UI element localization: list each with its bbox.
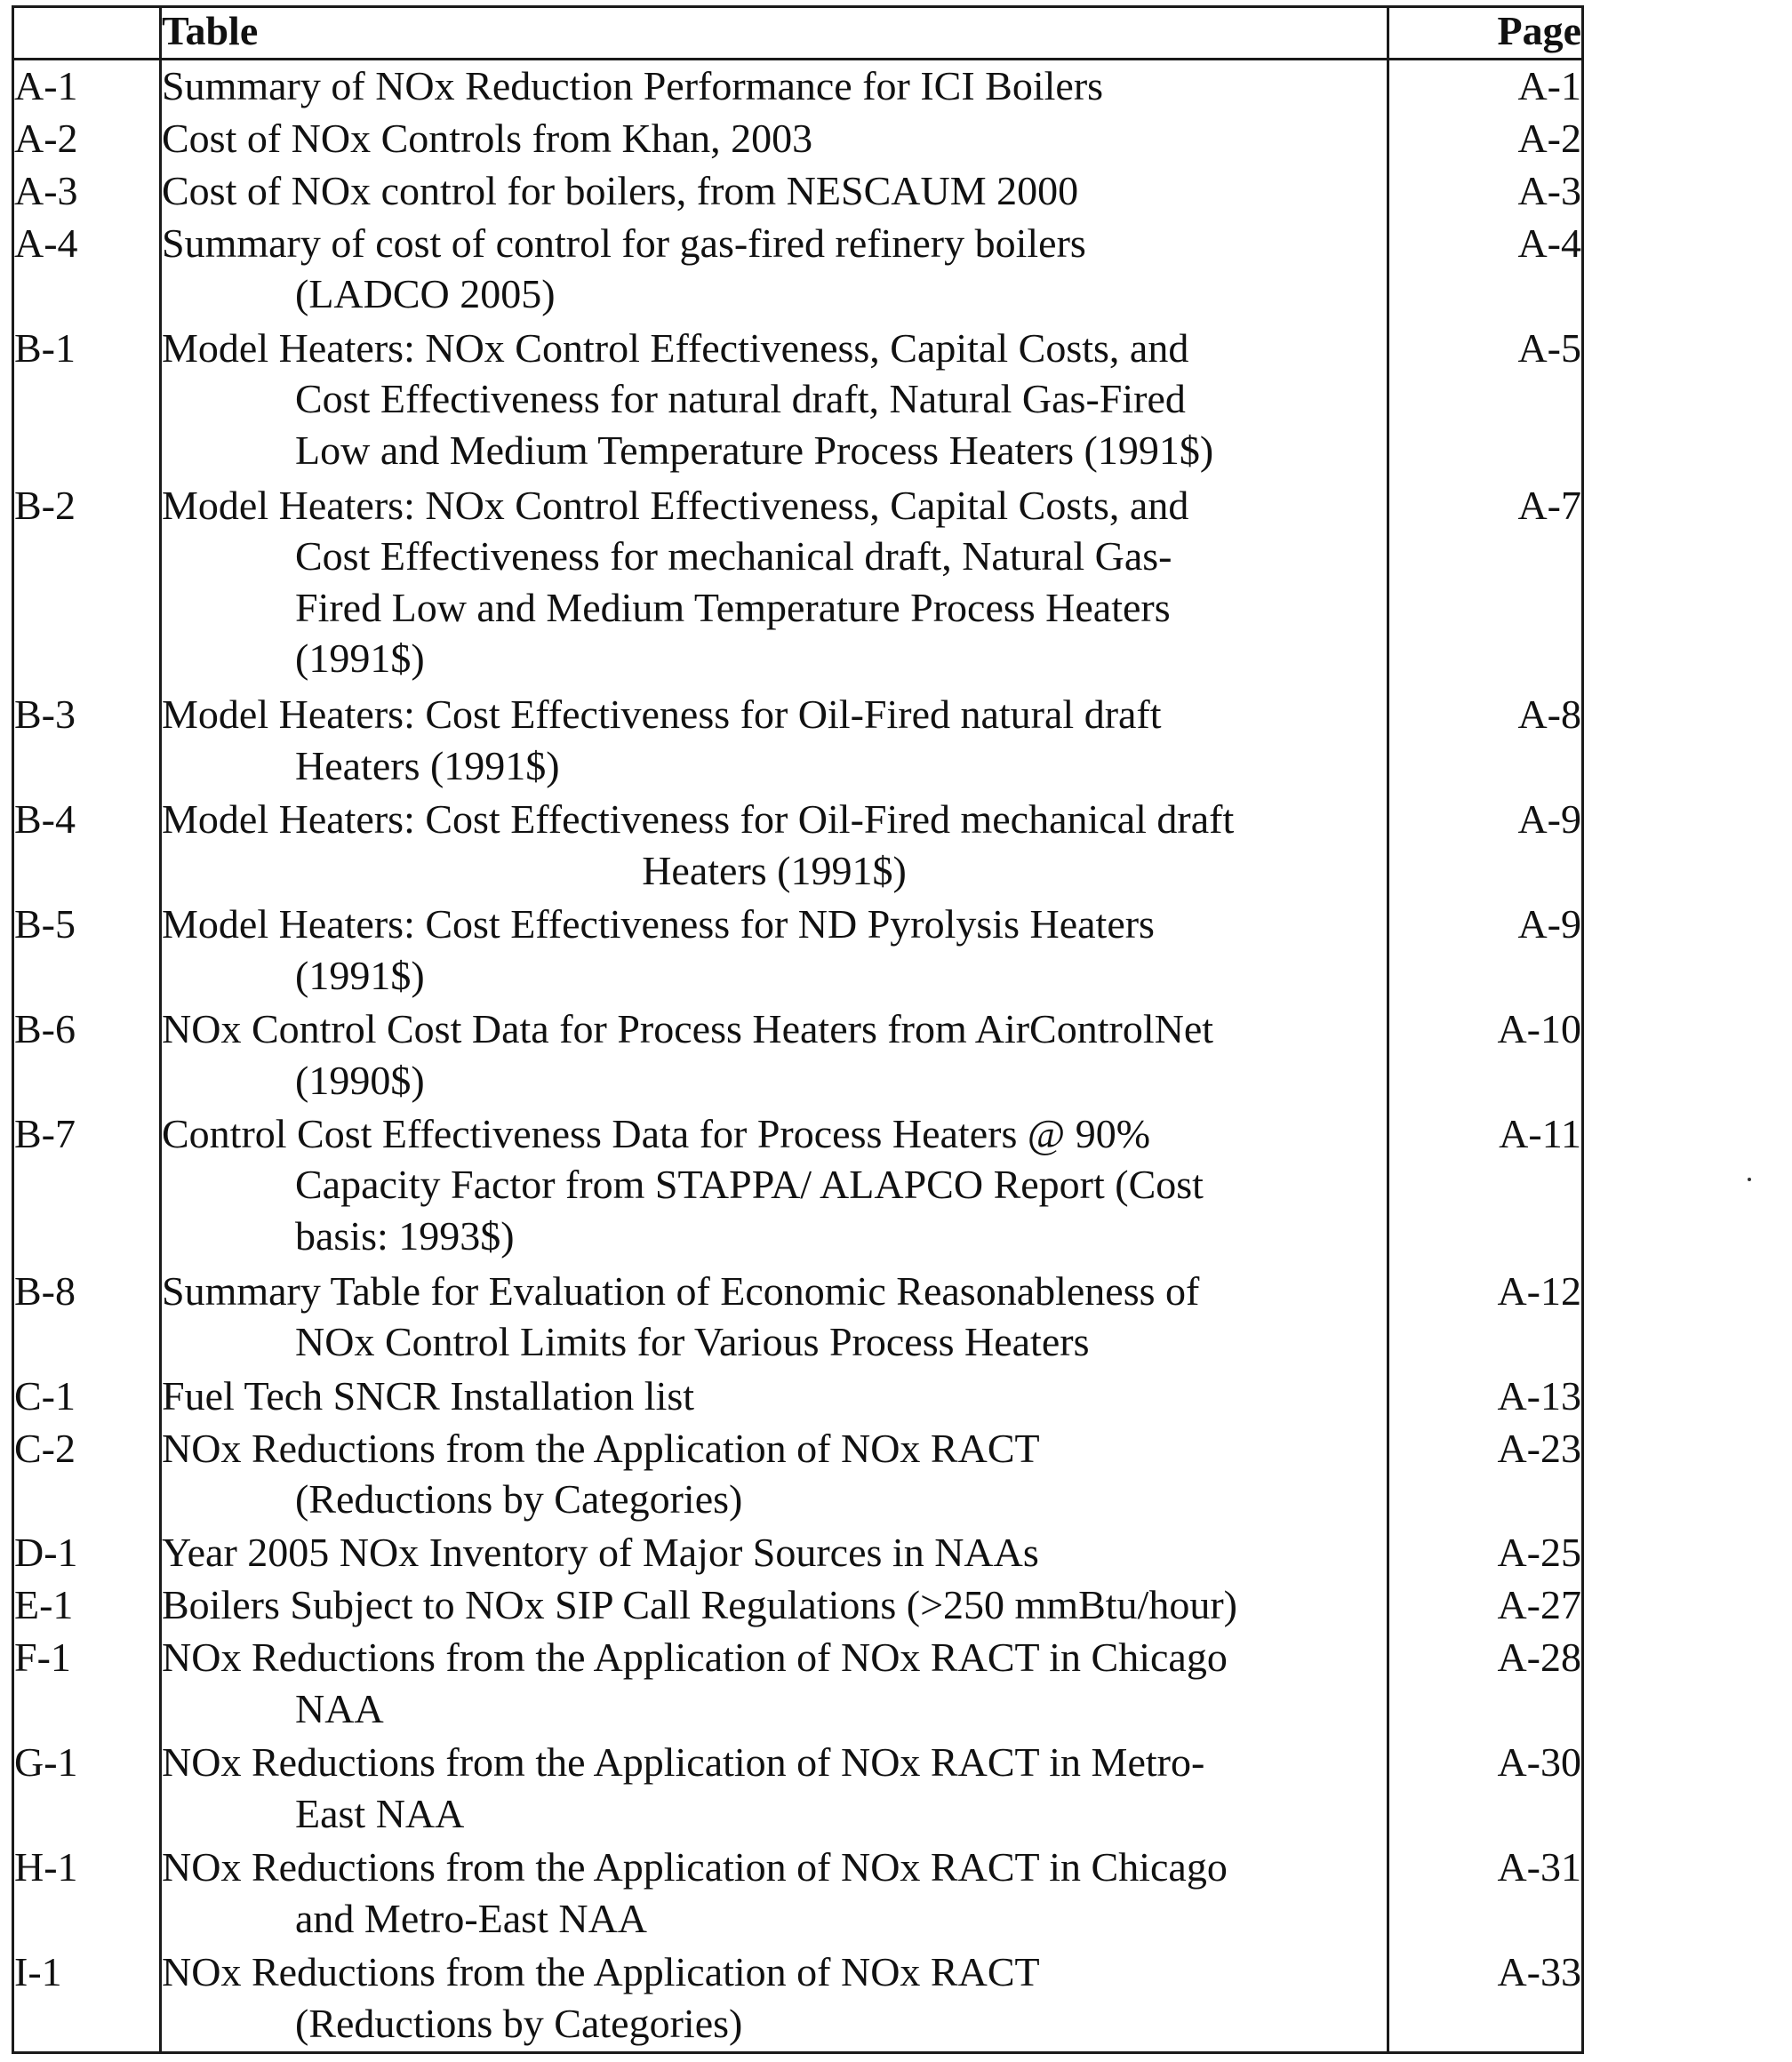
- table-number: I-1: [13, 1946, 161, 2051]
- table-row[interactable]: [13, 1423, 1583, 1528]
- table-page-ref: A-30: [1388, 1737, 1583, 1842]
- table-page-ref: A-13: [1388, 1371, 1583, 1423]
- table-row[interactable]: [13, 1946, 1583, 2051]
- table-number: B-1: [13, 323, 161, 480]
- table-row[interactable]: [13, 218, 1583, 323]
- title-continuation-line: (LADCO 2005): [295, 271, 556, 317]
- title-line: NOx Control Cost Data for Process Heaters from AirControlNet: [162, 1006, 1214, 1052]
- table-row[interactable]: [13, 323, 1583, 480]
- table-number: D-1: [13, 1527, 161, 1579]
- table-number: B-8: [13, 1266, 161, 1371]
- header-number: [13, 7, 161, 60]
- title-continuation-line: (1991$): [295, 635, 425, 682]
- table-page-ref: A-9: [1388, 899, 1583, 1003]
- table-row[interactable]: [13, 794, 1583, 899]
- table-title: [161, 1579, 1388, 1632]
- title-continuation-line: (Reductions by Categories): [295, 2000, 743, 2046]
- table-page-ref: A-4: [1388, 218, 1583, 323]
- table-title: [161, 1371, 1388, 1423]
- table-number: B-6: [13, 1003, 161, 1108]
- table-page-ref: A-3: [1388, 165, 1583, 218]
- table-of-tables: [12, 5, 1584, 2054]
- title-continuation-line: (Reductions by Categories): [295, 1476, 743, 1523]
- title-continuation-line: Low and Medium Temperature Process Heaters (1991$): [295, 427, 1214, 473]
- table-body: [13, 60, 1583, 2053]
- table-page-ref: A-28: [1388, 1632, 1583, 1737]
- table-number: H-1: [13, 1842, 161, 1946]
- table-row[interactable]: [13, 480, 1583, 690]
- title-line: Control Cost Effectiveness Data for Process Heaters @ 90%: [162, 1110, 1151, 1156]
- table-number: G-1: [13, 1737, 161, 1842]
- table-page-ref: A-25: [1388, 1527, 1583, 1579]
- table-page-ref: A-31: [1388, 1842, 1583, 1946]
- title-line: Summary of cost of control for gas-fired refinery boilers: [162, 220, 1086, 266]
- table-title: [161, 1108, 1388, 1266]
- header-row: [13, 7, 1583, 60]
- table-number: B-2: [13, 480, 161, 690]
- empty-cell: [1388, 2051, 1583, 2053]
- table-row[interactable]: [13, 1579, 1583, 1632]
- title-line: Boilers Subject to NOx SIP Call Regulations (>250 mmBtu/hour): [162, 1582, 1237, 1628]
- table-row[interactable]: [13, 1003, 1583, 1108]
- table-row[interactable]: [13, 1632, 1583, 1737]
- title-continuation-line: Capacity Factor from STAPPA/ ALAPCO Report (Cost: [295, 1162, 1204, 1208]
- table-row[interactable]: [13, 1371, 1583, 1423]
- table-page-ref: A-8: [1388, 689, 1583, 794]
- title-continuation-line: (1990$): [295, 1057, 425, 1103]
- table-page-ref: A-5: [1388, 323, 1583, 480]
- title-continuation-line: East NAA: [295, 1790, 465, 1836]
- table-page-ref: A-9: [1388, 794, 1583, 899]
- table-number: B-7: [13, 1108, 161, 1266]
- table-title: [161, 1842, 1388, 1946]
- table-number: A-3: [13, 165, 161, 218]
- table-title: [161, 480, 1388, 690]
- title-line: Year 2005 NOx Inventory of Major Sources in NAAs: [162, 1530, 1039, 1576]
- title-line: NOx Reductions from the Application of NOx RACT in Chicago: [162, 1634, 1228, 1681]
- table-number: B-5: [13, 899, 161, 1003]
- table-number: A-1: [13, 60, 161, 113]
- title-line: NOx Reductions from the Application of NOx RACT in Metro-: [162, 1739, 1205, 1786]
- title-continuation-line: (1991$): [295, 952, 425, 998]
- title-line: Summary of NOx Reduction Performance for ICI Boilers: [162, 63, 1104, 108]
- title-continuation-line: NAA: [295, 1685, 384, 1731]
- stray-mark: [1748, 1178, 1751, 1181]
- header-page: Page: [1388, 7, 1583, 60]
- table-number: B-4: [13, 794, 161, 899]
- table-title: [161, 113, 1388, 165]
- table-title: [161, 60, 1388, 113]
- table-number: A-2: [13, 113, 161, 165]
- table-title: [161, 899, 1388, 1003]
- title-continuation-line: NOx Control Limits for Various Process Heaters: [295, 1319, 1090, 1365]
- title-line: Cost of NOx Controls from Khan, 2003: [162, 115, 813, 161]
- table-page-ref: A-27: [1388, 1579, 1583, 1632]
- table-row[interactable]: [13, 1266, 1583, 1371]
- title-line: NOx Reductions from the Application of NOx RACT: [162, 1949, 1040, 1994]
- title-continuation-line: and Metro-East NAA: [295, 1895, 648, 1941]
- table-row[interactable]: [13, 60, 1583, 113]
- empty-cell: [13, 2051, 161, 2053]
- title-line: Model Heaters: Cost Effectiveness for ND Pyrolysis Heaters: [162, 901, 1155, 947]
- table-number: B-3: [13, 689, 161, 794]
- title-line: NOx Reductions from the Application of NOx RACT: [162, 1425, 1040, 1471]
- title-continuation-line: Heaters (1991$): [295, 742, 560, 788]
- table-number: F-1: [13, 1632, 161, 1737]
- title-line: Model Heaters: Cost Effectiveness for Oil-Fired mechanical draft: [162, 796, 1235, 843]
- table-title: [161, 1632, 1388, 1737]
- table-title: [161, 1946, 1388, 2051]
- table-title: [161, 1737, 1388, 1842]
- table-title: [161, 165, 1388, 218]
- empty-row: [13, 2051, 1583, 2053]
- title-line: Model Heaters: Cost Effectiveness for Oil-Fired natural draft: [162, 691, 1162, 738]
- table-page-ref: A-7: [1388, 480, 1583, 690]
- table-page-ref: A-11: [1388, 1108, 1583, 1266]
- table-title: [161, 794, 1388, 899]
- table-page-ref: A-33: [1388, 1946, 1583, 2051]
- table-row[interactable]: [13, 1842, 1583, 1946]
- table-row[interactable]: [13, 165, 1583, 218]
- table-page-ref: A-23: [1388, 1423, 1583, 1528]
- table-number: C-1: [13, 1371, 161, 1423]
- title-line: Model Heaters: NOx Control Effectiveness, Capital Costs, and: [162, 324, 1189, 371]
- title-continuation-line: Cost Effectiveness for mechanical draft, Natural Gas-: [295, 533, 1172, 579]
- table-row[interactable]: [13, 1527, 1583, 1579]
- table-page-ref: A-1: [1388, 60, 1583, 113]
- header-table: Table: [161, 7, 1388, 60]
- table-row[interactable]: [13, 899, 1583, 1003]
- empty-cell: [161, 2051, 1388, 2053]
- title-continuation-line: basis: 1993$): [295, 1212, 515, 1259]
- title-line: Cost of NOx control for boilers, from NESCAUM 2000: [162, 167, 1079, 213]
- table-page-ref: A-10: [1388, 1003, 1583, 1108]
- table-number: C-2: [13, 1423, 161, 1528]
- table-title: [161, 323, 1388, 480]
- table-number: A-4: [13, 218, 161, 323]
- table-page-ref: A-2: [1388, 113, 1583, 165]
- table-row[interactable]: [13, 1108, 1583, 1266]
- title-line: Summary Table for Evaluation of Economic Reasonableness of: [162, 1267, 1200, 1314]
- table-title: [161, 218, 1388, 323]
- title-line: NOx Reductions from the Application of NOx RACT in Chicago: [162, 1844, 1228, 1890]
- title-continuation-line: Fired Low and Medium Temperature Process Heaters: [295, 584, 1171, 630]
- title-line: Fuel Tech SNCR Installation list: [162, 1372, 695, 1419]
- title-line: Model Heaters: NOx Control Effectiveness, Capital Costs, and: [162, 482, 1189, 528]
- table-number: E-1: [13, 1579, 161, 1632]
- table-title: [161, 1423, 1388, 1528]
- table-row[interactable]: [13, 1737, 1583, 1842]
- title-continuation-line: Cost Effectiveness for natural draft, Natural Gas-Fired: [295, 376, 1186, 422]
- table-row[interactable]: [13, 689, 1583, 794]
- table-title: [161, 1003, 1388, 1108]
- table-page-ref: A-12: [1388, 1266, 1583, 1371]
- table-row[interactable]: [13, 113, 1583, 165]
- table-title: [161, 1266, 1388, 1371]
- table-title: [161, 689, 1388, 794]
- title-continuation-line: Heaters (1991$): [642, 847, 907, 893]
- table-title: [161, 1527, 1388, 1579]
